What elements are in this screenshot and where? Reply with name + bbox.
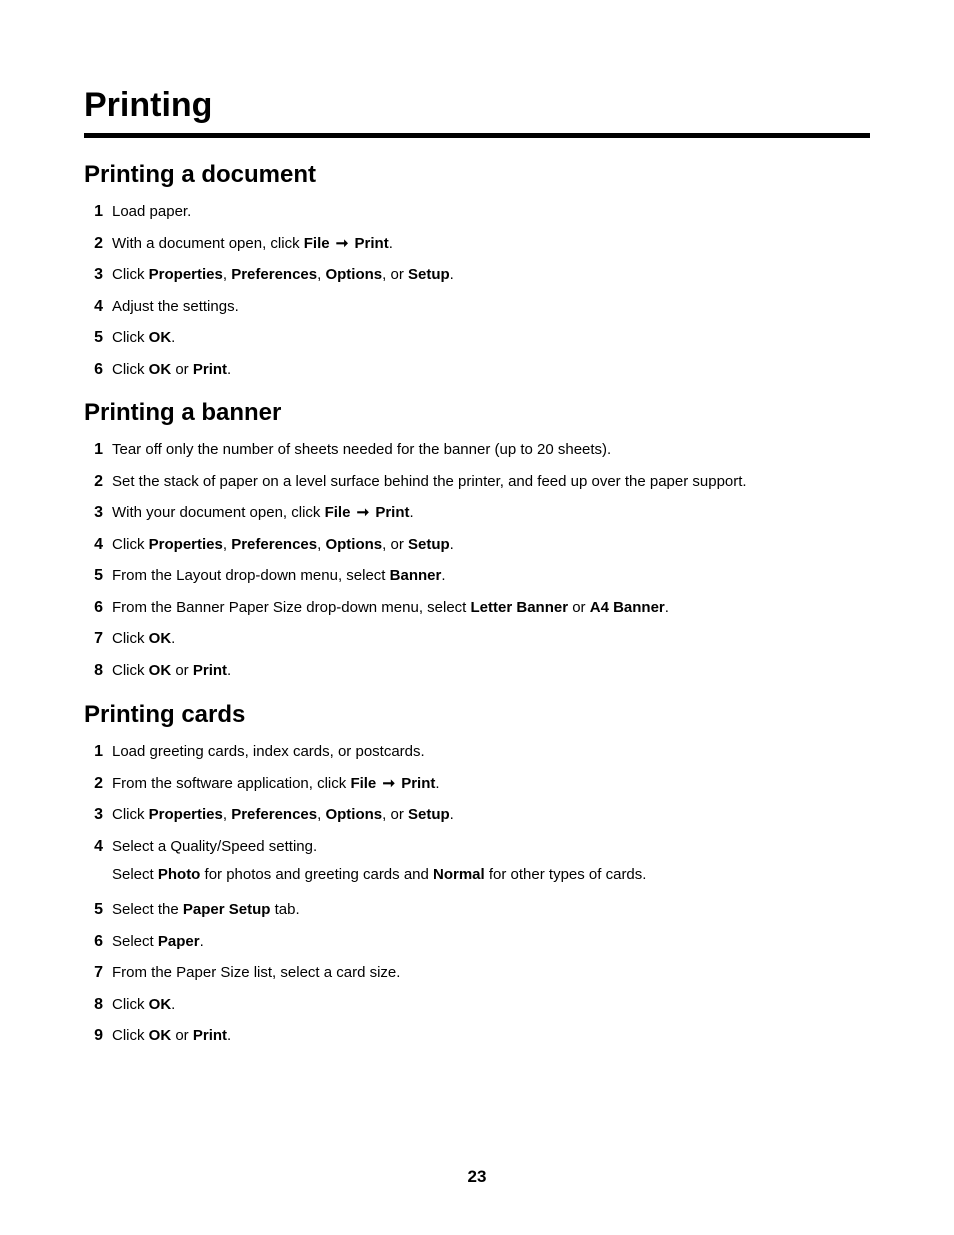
step-text bbox=[112, 502, 414, 524]
ui-term: Banner bbox=[389, 567, 442, 584]
step-text bbox=[112, 359, 231, 381]
step-text bbox=[112, 962, 400, 984]
step-number: 1 bbox=[94, 203, 103, 220]
ui-term: OK bbox=[148, 630, 172, 647]
text-run: , bbox=[222, 266, 232, 283]
step-text bbox=[112, 597, 669, 619]
step-text bbox=[112, 471, 747, 493]
step-text bbox=[112, 264, 454, 286]
text-run: . bbox=[449, 806, 454, 823]
step-number: 1 bbox=[94, 441, 103, 458]
ui-term: Setup bbox=[407, 266, 450, 283]
step-text bbox=[112, 233, 393, 255]
ui-term: Print bbox=[401, 774, 436, 792]
text-run: , bbox=[222, 535, 232, 553]
ui-term: Preferences bbox=[231, 535, 318, 553]
text-run: Click bbox=[112, 360, 149, 378]
step-number: 3 bbox=[94, 806, 103, 823]
text-run: Adjust the settings. bbox=[112, 297, 239, 315]
section-title: Printing cards bbox=[84, 701, 246, 728]
step-text bbox=[112, 773, 440, 795]
text-run: Select the bbox=[112, 901, 183, 918]
step-number: 4 bbox=[94, 535, 103, 553]
text-run: Select a Quality/Speed setting. bbox=[112, 837, 318, 855]
text-run: Click bbox=[112, 266, 149, 283]
ui-term: OK bbox=[148, 1027, 172, 1044]
step-text bbox=[112, 534, 454, 556]
ui-term: OK bbox=[148, 329, 172, 346]
text-run: . bbox=[227, 661, 232, 679]
page-number: 23 bbox=[467, 1167, 487, 1186]
ui-term: Print bbox=[192, 661, 228, 679]
ui-term: Letter Banner bbox=[470, 598, 569, 616]
ui-term: Normal bbox=[433, 865, 485, 883]
text-run: or bbox=[568, 598, 590, 616]
step-text bbox=[112, 660, 231, 682]
text-run: . bbox=[449, 535, 454, 553]
text-run: . bbox=[388, 234, 393, 252]
ui-term: Setup bbox=[407, 535, 450, 553]
step-text bbox=[112, 327, 175, 349]
menu-arrow-icon: ➞ bbox=[352, 504, 374, 521]
ui-term: OK bbox=[148, 360, 172, 378]
text-run: , or bbox=[382, 535, 408, 553]
text-run: Load greeting cards, index cards, or postcards. bbox=[112, 743, 425, 760]
text-run: Click bbox=[112, 995, 149, 1013]
step-text bbox=[112, 565, 446, 587]
step-number: 6 bbox=[94, 932, 103, 950]
text-run: Load paper. bbox=[112, 203, 192, 220]
text-run: Click bbox=[112, 329, 149, 346]
ui-term: Properties bbox=[148, 535, 223, 553]
text-run: or bbox=[171, 661, 193, 679]
text-run: , bbox=[317, 806, 326, 823]
step-number: 4 bbox=[94, 297, 103, 315]
text-run: With your document open, click bbox=[112, 504, 325, 521]
step-number: 1 bbox=[94, 743, 103, 760]
step-number: 7 bbox=[94, 964, 103, 981]
text-run: From the Layout drop-down menu, select bbox=[112, 567, 390, 584]
text-run: Select bbox=[112, 865, 158, 883]
text-run: . bbox=[409, 504, 414, 521]
text-run: . bbox=[449, 266, 454, 283]
step-number: 3 bbox=[94, 504, 103, 521]
text-run: Tear off only the number of sheets needed for the banner (up to 20 sheets). bbox=[112, 441, 612, 458]
text-run: . bbox=[441, 567, 446, 584]
text-run: . bbox=[227, 1027, 232, 1044]
step-number: 6 bbox=[94, 360, 103, 378]
ui-term: File bbox=[324, 504, 351, 521]
text-run: . bbox=[171, 329, 176, 346]
step-text bbox=[112, 994, 175, 1016]
chapter-title-rule bbox=[84, 133, 870, 138]
ui-term: A4 Banner bbox=[589, 598, 665, 616]
step-number: 7 bbox=[94, 630, 103, 647]
text-run: Select bbox=[112, 932, 158, 950]
step-number: 3 bbox=[94, 266, 103, 283]
text-run: . bbox=[171, 630, 176, 647]
ui-term: Preferences bbox=[231, 806, 318, 823]
step-text bbox=[112, 1025, 231, 1047]
ui-term: Options bbox=[325, 806, 383, 823]
ui-term: OK bbox=[148, 661, 172, 679]
text-run: . bbox=[435, 774, 440, 792]
step-text bbox=[112, 931, 204, 953]
text-run: , bbox=[317, 266, 326, 283]
ui-term: Paper bbox=[157, 932, 200, 950]
step-note bbox=[112, 864, 646, 886]
text-run: , or bbox=[382, 806, 408, 823]
ui-term: Print bbox=[192, 360, 228, 378]
ui-term: Setup bbox=[407, 806, 450, 823]
step-text bbox=[112, 804, 454, 826]
step-number: 8 bbox=[94, 661, 103, 679]
menu-arrow-icon: ➞ bbox=[331, 234, 353, 252]
ui-term: File bbox=[303, 234, 330, 252]
text-run: tab. bbox=[270, 901, 300, 918]
step-number: 9 bbox=[94, 1027, 103, 1044]
ui-term: Photo bbox=[157, 865, 201, 883]
step-number: 5 bbox=[94, 901, 103, 918]
text-run: for photos and greeting cards and bbox=[200, 865, 434, 883]
step-text bbox=[112, 899, 300, 921]
ui-term: Options bbox=[325, 535, 383, 553]
text-run: . bbox=[664, 598, 669, 616]
text-run: , or bbox=[382, 266, 408, 283]
step-text bbox=[112, 201, 191, 223]
ui-term: File bbox=[350, 774, 377, 792]
step-text bbox=[112, 836, 317, 858]
step-number: 4 bbox=[94, 837, 103, 855]
step-text bbox=[112, 439, 611, 461]
ui-term: Options bbox=[325, 266, 383, 283]
text-run: , bbox=[317, 535, 326, 553]
step-text bbox=[112, 628, 175, 650]
step-text bbox=[112, 296, 239, 318]
text-run: . bbox=[199, 932, 204, 950]
ui-term: Properties bbox=[148, 806, 223, 823]
step-number: 6 bbox=[94, 598, 103, 616]
step-number: 5 bbox=[94, 567, 103, 584]
text-run: From the Paper Size list, select a card size. bbox=[112, 964, 401, 981]
text-run: for other types of cards. bbox=[484, 865, 647, 883]
text-run: Click bbox=[112, 1027, 149, 1044]
text-run: . bbox=[171, 995, 176, 1013]
text-run: From the software application, click bbox=[112, 774, 351, 792]
text-run: Click bbox=[112, 630, 149, 647]
text-run: Set the stack of paper on a level surface behind the printer, and feed up over the paper support. bbox=[112, 472, 747, 490]
text-run: . bbox=[227, 360, 232, 378]
ui-term: Print bbox=[375, 504, 410, 521]
chapter-title: Printing bbox=[84, 86, 213, 124]
text-run: With a document open, click bbox=[112, 234, 304, 252]
step-number: 2 bbox=[94, 234, 103, 252]
ui-term: OK bbox=[148, 995, 172, 1013]
step-number: 8 bbox=[94, 995, 103, 1013]
section-title: Printing a document bbox=[84, 161, 317, 188]
text-run: , bbox=[222, 806, 232, 823]
ui-term: Preferences bbox=[231, 266, 318, 283]
ui-term: Print bbox=[354, 234, 389, 252]
text-run: Click bbox=[112, 661, 149, 679]
ui-term: Properties bbox=[148, 266, 223, 283]
text-run: From the Banner Paper Size drop-down menu, select bbox=[112, 598, 471, 616]
step-number: 5 bbox=[94, 329, 103, 346]
ui-term: Paper Setup bbox=[182, 901, 271, 918]
text-run: or bbox=[171, 360, 193, 378]
step-number: 2 bbox=[94, 774, 103, 792]
text-run: Click bbox=[112, 806, 149, 823]
text-run: or bbox=[171, 1027, 193, 1044]
text-run: Click bbox=[112, 535, 149, 553]
step-text bbox=[112, 741, 425, 763]
section-title: Printing a banner bbox=[84, 399, 282, 426]
step-number: 2 bbox=[94, 472, 103, 490]
menu-arrow-icon: ➞ bbox=[378, 774, 400, 792]
ui-term: Print bbox=[192, 1027, 228, 1044]
